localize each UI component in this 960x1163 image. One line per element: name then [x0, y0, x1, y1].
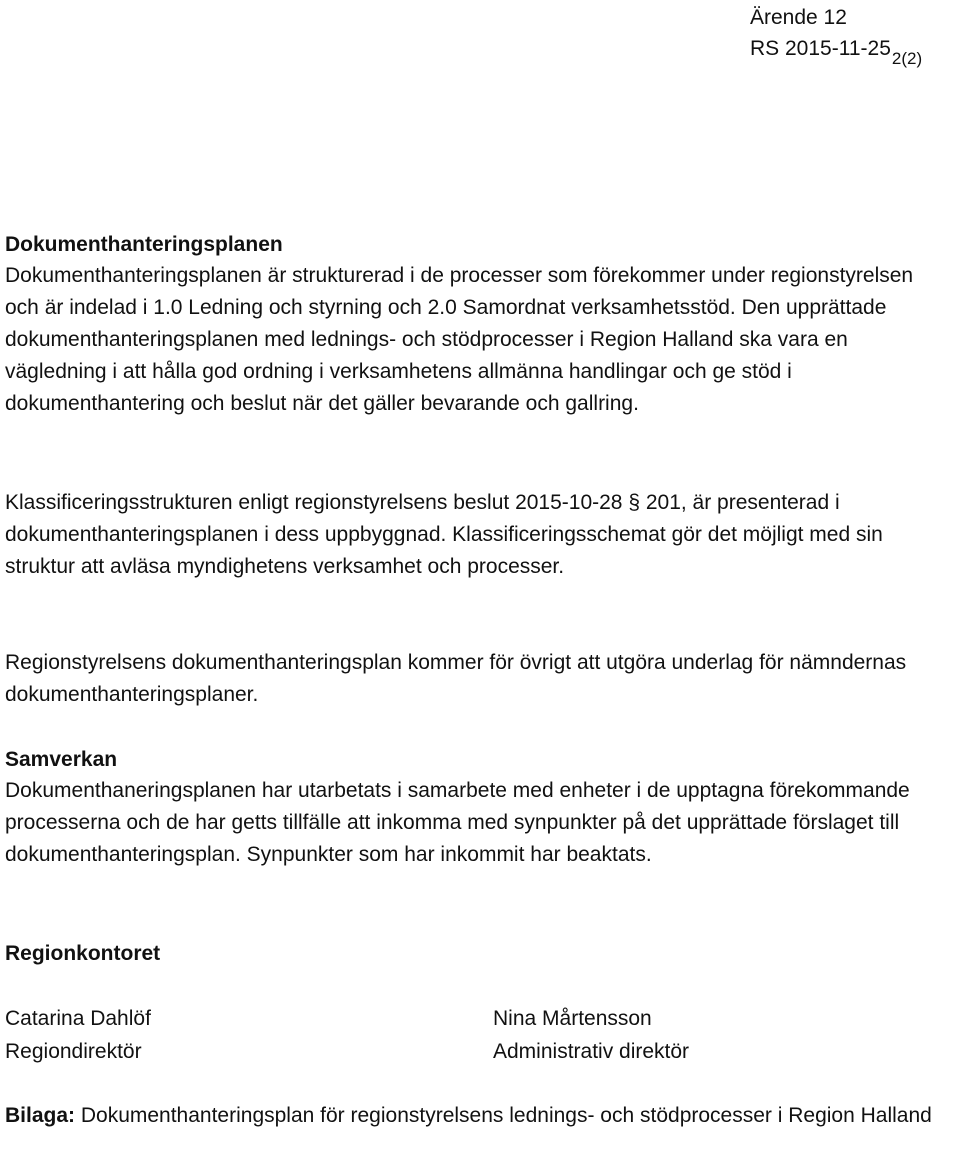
attachment-text: Dokumenthanteringsplan för regionstyrelsens lednings- och stödprocesser i Region Halland	[75, 1104, 932, 1127]
paragraph: Dokumenthaneringsplanen har utarbetats i samarbete med enheter i de upptagna förekommande processerna och de har getts tillfälle att inkomma med synpunkter på det upprättade förslaget till dokumenthanteringsplan. Synpunkter som har inkommit har beaktats.	[5, 779, 910, 866]
signatory-title: Regiondirektör	[5, 1040, 142, 1063]
paragraph: Regionstyrelsens dokumenthanteringsplan kommer för övrigt att utgöra underlag för nämndernas dokumenthanteringsplaner.	[5, 651, 907, 706]
paragraph: Klassificeringsstrukturen enligt regionstyrelsens beslut 2015-10-28 § 201, är presenterad i dokumenthanteringsplanen i dess uppbyggnad. Klassificeringsschemat gör det möjligt med sin struktur att avläsa myndighetens verksamhet och processer.	[5, 491, 883, 578]
attachment-label: Bilaga:	[5, 1104, 76, 1127]
paragraph: Dokumenthanteringsplanen är strukturerad i de processer som förekommer under regionstyrelsen och är indelad i 1.0 Ledning och styrning och 2.0 Samordnat verksamhetsstöd. Den upprättade dokumenthanteringsplanen med lednings- och stödprocesser i Region Halland ska vara en vägledning i att hålla god ordning i verksamhetens allmänna handlingar och ge stöd i dokumenthantering och beslut när det gäller bevarande och gallring.	[5, 264, 914, 415]
section-heading: Dokumenthanteringsplanen	[5, 233, 283, 256]
section-heading: Regionkontoret	[5, 942, 161, 965]
section-dokumenthanteringsplanen	[5, 229, 950, 420]
signatory-name: Catarina Dahlöf	[5, 1007, 151, 1030]
section-heading: Samverkan	[5, 748, 118, 771]
signature-block-right	[493, 1002, 689, 1068]
attachment-note	[5, 1100, 950, 1131]
document-header	[750, 2, 960, 68]
section-klassificering	[5, 487, 950, 583]
page-number: 2(2)	[891, 49, 923, 68]
section-samverkan	[5, 744, 950, 871]
section-regionkontoret	[5, 938, 950, 969]
section-underlag	[5, 647, 950, 711]
signatory-title: Administrativ direktör	[493, 1040, 690, 1063]
signatory-name: Nina Mårtensson	[493, 1007, 652, 1030]
meeting-date-line	[750, 33, 960, 68]
rs-date: RS 2015-11-25	[750, 37, 891, 60]
signature-block-left	[5, 1002, 151, 1068]
arende-number: Ärende 12	[750, 6, 847, 29]
